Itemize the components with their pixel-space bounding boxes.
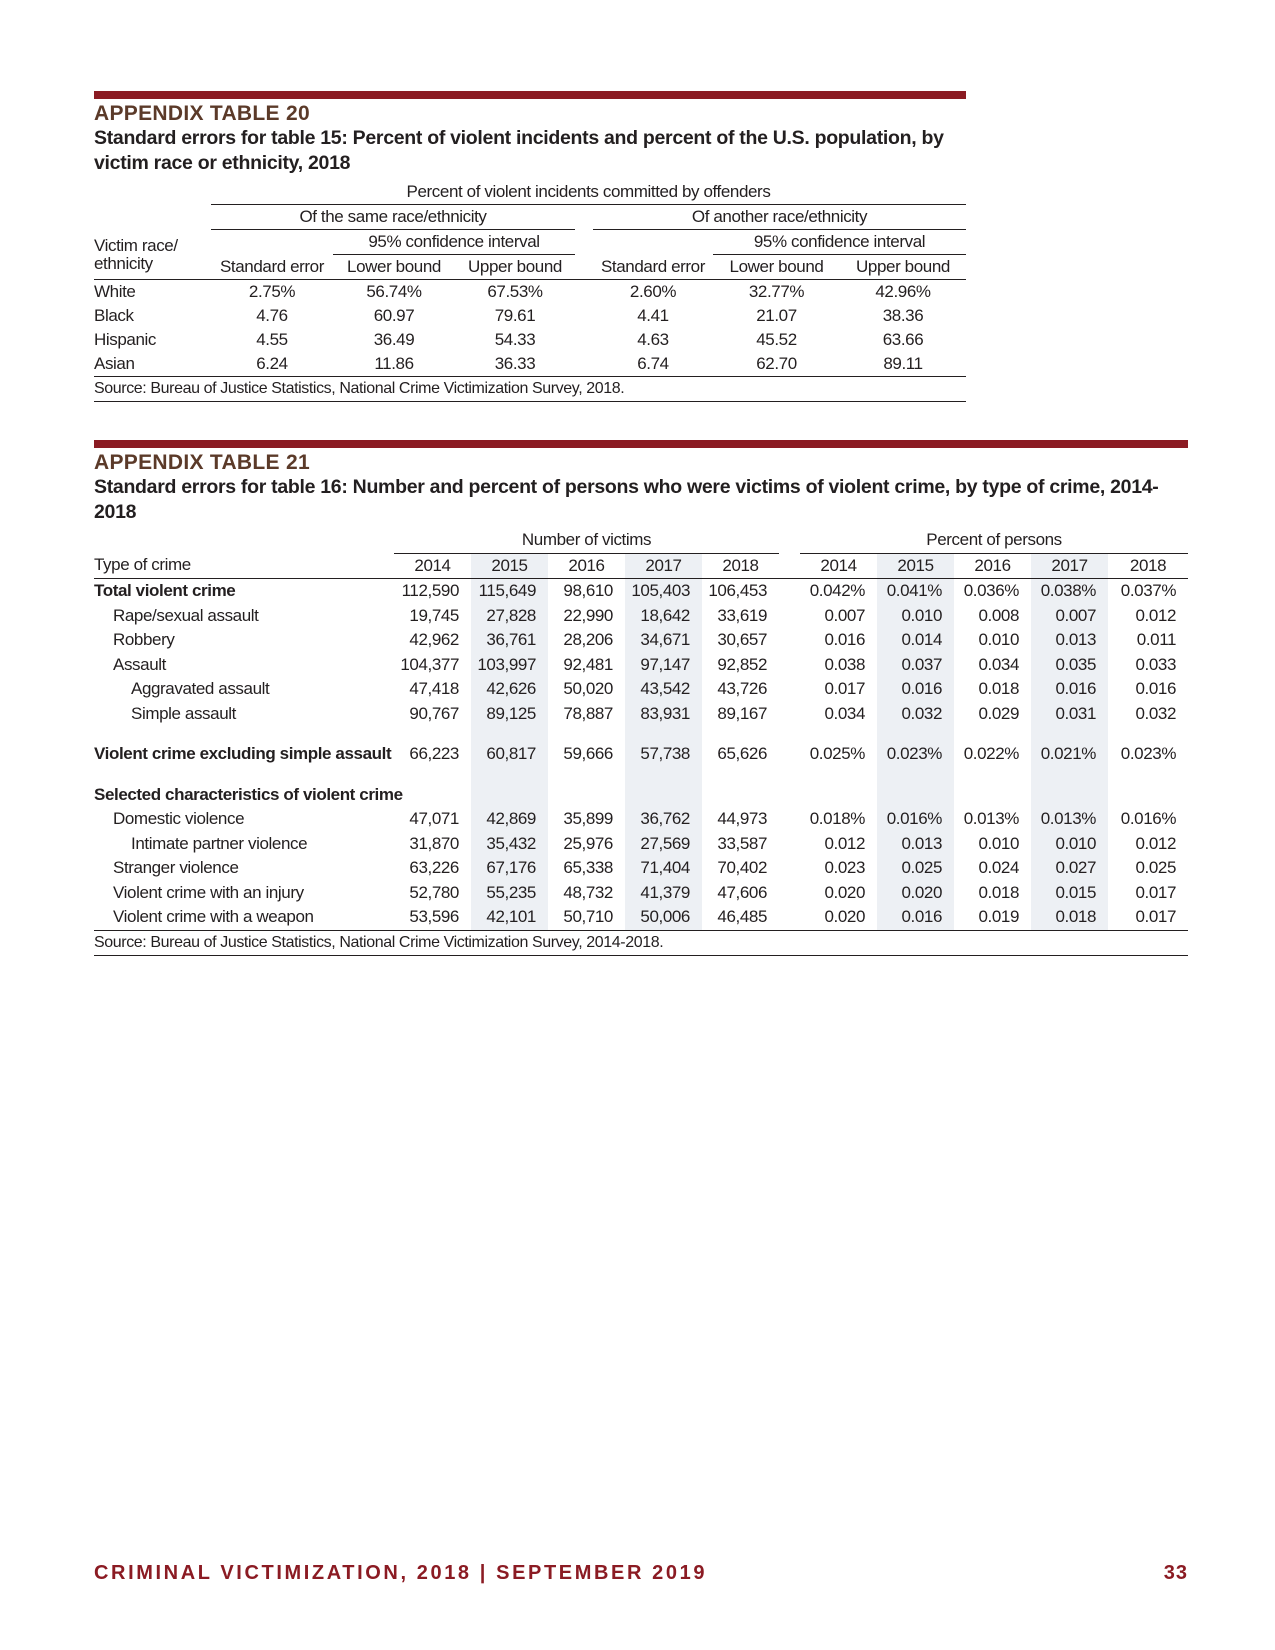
group-header-number: Number of victims xyxy=(394,528,779,553)
table-row xyxy=(94,653,1188,678)
row-label: Rape/sexual assault xyxy=(113,605,259,625)
table-row xyxy=(94,280,966,305)
table-cell: 0.027 xyxy=(1031,856,1108,881)
table-cell: 78,887 xyxy=(563,703,613,723)
col-header-year: 2018 xyxy=(702,553,779,579)
col-header-year: 2014 xyxy=(394,553,471,579)
table-cell: 59,666 xyxy=(563,744,613,763)
table-cell xyxy=(471,783,548,808)
row-label: Robbery xyxy=(113,630,175,649)
table-cell: 42,626 xyxy=(471,677,548,702)
table-cell: 0.010 xyxy=(978,630,1020,649)
table-cell xyxy=(800,783,877,808)
table-label: APPENDIX TABLE 20 xyxy=(94,102,310,125)
col-header-year: 2017 xyxy=(625,553,702,579)
table-cell: 19,745 xyxy=(409,605,459,625)
table-row xyxy=(94,677,1188,702)
table-cell: 0.023% xyxy=(877,742,954,767)
table-cell: 63,226 xyxy=(409,858,459,877)
table-cell: 36,761 xyxy=(471,628,548,653)
table-cell: 0.031 xyxy=(1031,702,1108,727)
table-cell: 11.86 xyxy=(374,354,414,373)
table-cell: 0.024 xyxy=(978,858,1020,877)
table-cell: 30,657 xyxy=(717,630,768,649)
table-cell: 25,976 xyxy=(563,833,613,853)
row-label: Total violent crime xyxy=(94,581,236,600)
table-cell: 28,206 xyxy=(563,630,613,649)
table-cell: 79.61 xyxy=(494,306,536,325)
table-cell: 44,973 xyxy=(717,809,768,828)
table-row xyxy=(94,783,1188,808)
row-label: Intimate partner violence xyxy=(131,833,308,853)
table-cell: 42,869 xyxy=(471,807,548,832)
table-cell: 55,235 xyxy=(471,881,548,906)
row-label: Violent crime with a weapon xyxy=(113,907,314,926)
table-cell: 0.019 xyxy=(978,907,1020,926)
table-cell: 0.014 xyxy=(877,628,954,653)
table-cell: 53,596 xyxy=(409,907,459,926)
table-cell xyxy=(394,783,471,808)
col-header-year: 2014 xyxy=(800,553,877,579)
table-cell: 0.023% xyxy=(1120,744,1177,763)
table-cell: 0.018 xyxy=(1031,905,1108,930)
col-header-year: 2018 xyxy=(1108,553,1188,579)
table-row xyxy=(94,881,1188,906)
table-row xyxy=(94,832,1188,857)
table-cell: 35,432 xyxy=(471,832,548,857)
table-row xyxy=(94,702,1188,727)
table-cell: 50,020 xyxy=(563,679,613,698)
table-cell: 89,125 xyxy=(471,702,548,727)
col-header-year: 2015 xyxy=(877,553,954,579)
table-row xyxy=(94,352,966,377)
table-cell xyxy=(548,783,625,808)
table-cell xyxy=(625,783,702,808)
table-cell: 0.016 xyxy=(877,905,954,930)
table-cell xyxy=(954,783,1031,808)
table-cell: 2.60% xyxy=(629,282,677,301)
table-row xyxy=(94,905,1188,930)
table-cell: 33,587 xyxy=(717,833,768,853)
row-header-label: Victim race/ xyxy=(94,235,178,255)
table-row xyxy=(94,579,1188,604)
col-header-year: 2016 xyxy=(954,553,1031,579)
table-cell: 65,626 xyxy=(717,744,768,763)
table-cell: 33,619 xyxy=(717,605,768,625)
col-header-upper: Upper bound xyxy=(840,255,966,280)
super-header: Percent of violent incidents committed by offenders xyxy=(211,180,966,205)
table-cell: 83,931 xyxy=(625,702,702,727)
table-cell: 98,610 xyxy=(563,581,613,600)
table-cell: 31,870 xyxy=(409,833,459,853)
table-cell: 22,990 xyxy=(563,605,613,625)
table-cell: 0.016 xyxy=(1031,677,1108,702)
table-cell: 0.042% xyxy=(809,581,866,600)
row-label: Black xyxy=(94,306,134,325)
table-cell: 62.70 xyxy=(756,354,797,373)
table-cell: 4.76 xyxy=(256,306,288,325)
table-body xyxy=(94,579,1188,931)
table-cell: 38.36 xyxy=(882,306,924,325)
table-cell: 90,767 xyxy=(409,703,459,723)
table-cell: 2.75% xyxy=(248,282,296,301)
table-cell: 0.018% xyxy=(809,809,866,828)
col-header-year: 2016 xyxy=(548,553,625,579)
table-body xyxy=(94,280,966,377)
table-cell: 0.037 xyxy=(877,653,954,678)
table-cell: 92,481 xyxy=(563,654,613,674)
group-header-same: Of the same race/ethnicity xyxy=(211,205,575,230)
table-cell: 27,828 xyxy=(471,604,548,629)
table-title-continued: victim race or ethnicity, 2018 xyxy=(94,152,351,174)
table-cell: 0.010 xyxy=(877,604,954,629)
table-cell: 0.018 xyxy=(978,882,1020,902)
table-cell: 67,176 xyxy=(471,856,548,881)
table-cell: 36,762 xyxy=(625,807,702,832)
table-cell: 0.013% xyxy=(1031,807,1108,832)
table-cell: 18,642 xyxy=(625,604,702,629)
table-cell: 0.016 xyxy=(877,677,954,702)
table-cell: 0.033 xyxy=(1135,654,1177,674)
table-row xyxy=(94,742,1188,767)
table-row xyxy=(94,856,1188,881)
data-table xyxy=(94,528,1188,956)
table-cell: 0.025 xyxy=(877,856,954,881)
table-cell: 43,726 xyxy=(717,679,768,698)
table-cell: 0.011 xyxy=(1136,630,1177,649)
row-label: Simple assault xyxy=(131,703,236,723)
table-cell: 0.038% xyxy=(1031,579,1108,604)
table-cell: 0.041% xyxy=(877,579,954,604)
table-cell: 0.038 xyxy=(824,654,866,674)
table-cell: 0.007 xyxy=(1031,604,1108,629)
table-cell: 71,404 xyxy=(625,856,702,881)
table-cell: 0.034 xyxy=(978,654,1020,674)
table-cell: 0.020 xyxy=(824,882,866,902)
table-cell: 57,738 xyxy=(625,742,702,767)
table-cell: 50,710 xyxy=(563,907,613,926)
table-cell: 0.036% xyxy=(963,581,1020,600)
table-cell: 0.015 xyxy=(1031,881,1108,906)
table-cell: 112,590 xyxy=(401,581,459,600)
table-cell: 0.037% xyxy=(1120,581,1177,600)
table-cell: 70,402 xyxy=(717,858,768,877)
col-header-lower: Lower bound xyxy=(713,255,840,280)
table-cell: 27,569 xyxy=(625,832,702,857)
row-label: Domestic violence xyxy=(113,809,245,828)
table-cell: 97,147 xyxy=(625,653,702,678)
row-header: Type of crime xyxy=(94,553,394,579)
table-cell: 60,817 xyxy=(471,742,548,767)
table-cell: 0.029 xyxy=(978,703,1020,723)
table-cell xyxy=(877,783,954,808)
table-cell: 0.007 xyxy=(824,605,866,625)
table-cell: 103,997 xyxy=(471,653,548,678)
table-cell: 0.020 xyxy=(877,881,954,906)
table-row xyxy=(94,604,1188,629)
table-row xyxy=(94,807,1188,832)
table-cell: 65,338 xyxy=(563,858,613,877)
appendix-table-20 xyxy=(94,91,966,402)
table-cell: 36.49 xyxy=(373,330,415,349)
table-cell: 115,649 xyxy=(471,579,548,604)
col-header-upper: Upper bound xyxy=(455,255,575,280)
table-cell: 0.012 xyxy=(1135,833,1177,853)
table-cell: 0.010 xyxy=(1031,832,1108,857)
table-cell: 46,485 xyxy=(717,907,768,926)
table-cell xyxy=(1108,783,1188,808)
table-cell: 0.013 xyxy=(877,832,954,857)
table-source: Source: Bureau of Justice Statistics, National Crime Victimization Survey, 2018. xyxy=(94,377,966,402)
table-cell: 0.035 xyxy=(1031,653,1108,678)
table-cell: 35,899 xyxy=(563,809,613,828)
page-number: 33 xyxy=(1163,1562,1188,1584)
table-cell: 0.017 xyxy=(824,679,866,698)
table-cell: 60.97 xyxy=(373,306,415,325)
row-label: White xyxy=(94,282,136,301)
col-header-se: Standard error xyxy=(211,255,333,280)
table-cell: 56.74% xyxy=(366,282,422,301)
table-label: APPENDIX TABLE 21 xyxy=(94,451,310,474)
table-cell: 0.020 xyxy=(824,907,866,926)
table-source: Source: Bureau of Justice Statistics, National Crime Victimization Survey, 2014-2018. xyxy=(94,930,1188,956)
table-cell: 0.022% xyxy=(963,744,1020,763)
table-cell: 32.77% xyxy=(748,282,805,301)
row-label: Asian xyxy=(94,354,135,373)
table-cell: 0.010 xyxy=(978,833,1020,853)
table-cell: 4.63 xyxy=(637,330,669,349)
table-cell: 0.025 xyxy=(1135,858,1177,877)
table-cell: 4.41 xyxy=(637,306,669,325)
col-header-year: 2015 xyxy=(471,553,548,579)
row-header-label-continued: ethnicity xyxy=(94,255,211,280)
col-header-year: 2017 xyxy=(1031,553,1108,579)
table-cell: 47,071 xyxy=(409,809,459,828)
table-row xyxy=(94,628,1188,653)
table-cell: 0.025% xyxy=(809,744,866,763)
table-cell: 104,377 xyxy=(400,654,459,674)
group-header-percent: Percent of persons xyxy=(800,528,1188,553)
ci-header-same: 95% confidence interval xyxy=(333,230,575,255)
table-cell: 0.016 xyxy=(1135,679,1177,698)
table-cell: 34,671 xyxy=(625,628,702,653)
row-label: Violent crime excluding simple assault xyxy=(94,744,392,763)
table-cell: 0.016% xyxy=(1120,809,1177,828)
table-cell: 0.016 xyxy=(824,630,866,649)
table-cell: 52,780 xyxy=(409,882,459,902)
group-header-other: Of another race/ethnicity xyxy=(593,205,966,230)
row-label: Stranger violence xyxy=(113,858,239,877)
table-cell: 106,453 xyxy=(708,581,768,600)
table-cell: 42,962 xyxy=(409,630,459,649)
table-cell xyxy=(702,783,779,808)
table-cell: 0.018 xyxy=(978,679,1020,698)
appendix-table-21 xyxy=(94,440,1188,956)
table-cell: 0.013 xyxy=(1031,628,1108,653)
section-accent-bar xyxy=(94,91,966,99)
table-cell: 48,732 xyxy=(563,882,613,902)
table-cell: 43,542 xyxy=(625,677,702,702)
table-cell: 0.021% xyxy=(1031,742,1108,767)
table-cell: 47,418 xyxy=(409,679,459,698)
table-cell: 0.008 xyxy=(978,605,1020,625)
table-cell: 0.012 xyxy=(824,833,866,853)
col-header-lower: Lower bound xyxy=(333,255,455,280)
table-cell: 4.55 xyxy=(256,330,288,349)
table-cell: 0.034 xyxy=(824,703,866,723)
table-cell: 6.24 xyxy=(256,354,288,373)
table-cell: 6.74 xyxy=(637,354,669,373)
row-label: Hispanic xyxy=(94,330,156,349)
table-cell: 67.53% xyxy=(487,282,543,301)
table-cell: 54.33 xyxy=(494,330,536,349)
table-title: Standard errors for table 16: Number and percent of persons who were victims of violent crime, by type of crime, 2014-2018 xyxy=(94,476,1159,523)
row-label: Assault xyxy=(113,654,166,674)
publication-footer: CRIMINAL VICTIMIZATION, 2018 | SEPTEMBER 2019 xyxy=(94,1562,708,1584)
table-cell: 36.33 xyxy=(494,354,536,373)
table-cell: 0.032 xyxy=(877,702,954,727)
table-cell: 0.017 xyxy=(1135,907,1177,926)
ci-header-other: 95% confidence interval xyxy=(713,230,966,255)
table-cell xyxy=(1031,783,1108,808)
table-cell: 42.96% xyxy=(875,282,931,301)
col-header-se: Standard error xyxy=(593,255,713,280)
row-label: Selected characteristics of violent crime xyxy=(94,784,403,804)
table-row xyxy=(94,304,966,328)
table-cell: 89.11 xyxy=(883,354,923,373)
section-accent-bar xyxy=(94,440,1188,448)
table-cell: 42,101 xyxy=(471,905,548,930)
table-cell: 66,223 xyxy=(409,744,459,763)
table-cell: 45.52 xyxy=(756,330,797,349)
table-cell: 50,006 xyxy=(625,905,702,930)
table-cell: 0.032 xyxy=(1135,703,1177,723)
table-cell: 63.66 xyxy=(882,330,924,349)
row-label: Aggravated assault xyxy=(131,679,270,698)
table-cell: 0.023 xyxy=(824,858,866,877)
table-cell: 41,379 xyxy=(625,881,702,906)
table-cell: 0.016% xyxy=(877,807,954,832)
table-cell: 0.012 xyxy=(1135,605,1177,625)
table-cell: 89,167 xyxy=(717,703,768,723)
table-cell: 105,403 xyxy=(625,579,702,604)
table-cell: 92,852 xyxy=(717,654,768,674)
row-label: Violent crime with an injury xyxy=(113,882,304,902)
table-title: Standard errors for table 15: Percent of violent incidents and percent of the U.S. population, by xyxy=(94,127,944,149)
table-row xyxy=(94,328,966,352)
table-cell: 0.017 xyxy=(1135,882,1177,902)
table-cell: 0.013% xyxy=(963,809,1020,828)
data-table xyxy=(94,180,966,402)
table-cell: 21.07 xyxy=(756,306,797,325)
table-cell: 47,606 xyxy=(717,882,768,902)
